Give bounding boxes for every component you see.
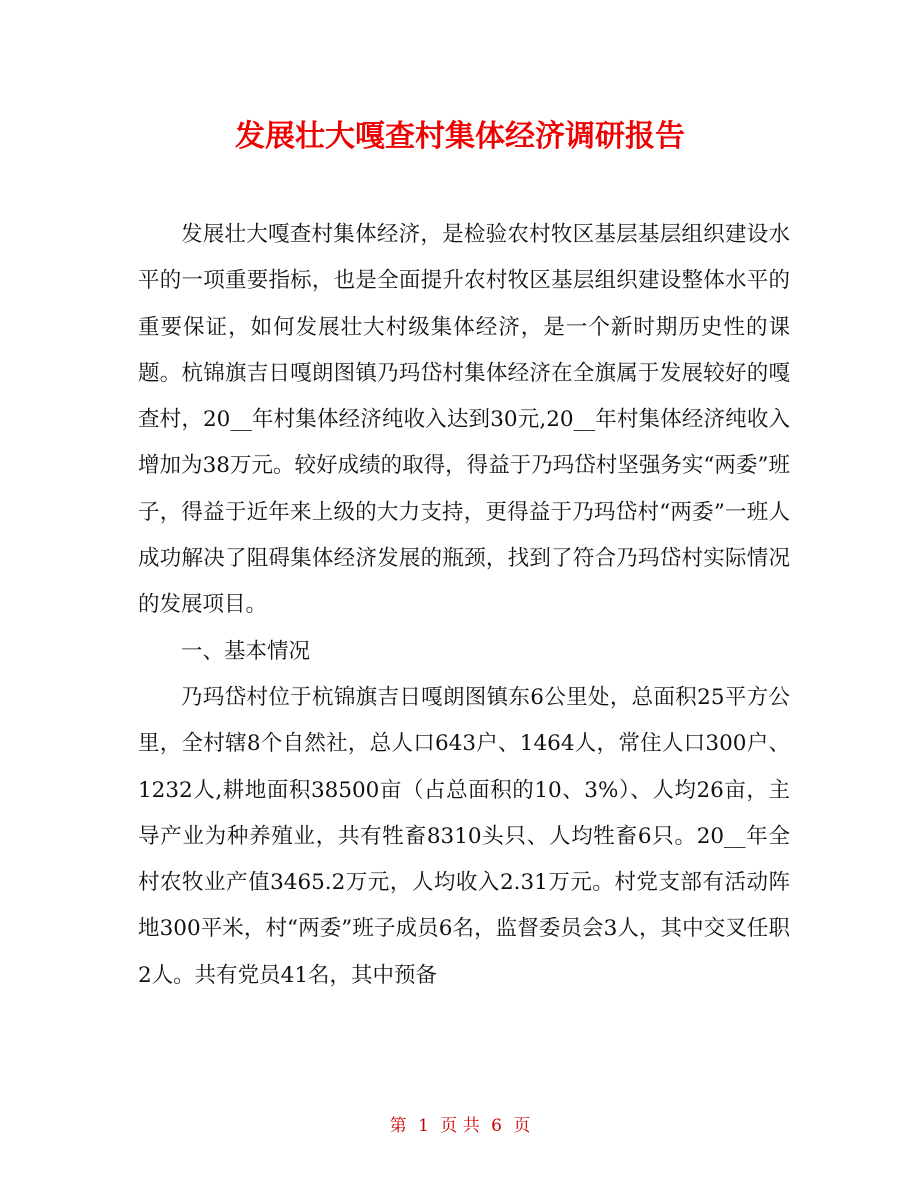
document-title: 发展壮大嘎查村集体经济调研报告	[235, 119, 685, 154]
footer-total-pages: 6	[491, 1116, 502, 1136]
footer-suffix: 页	[513, 1116, 531, 1136]
page-footer	[0, 1112, 920, 1140]
basic-info-paragraph: 乃玛岱村位于杭锦旗吉日嘎朗图镇东6公里处，总面积25平方公里，全村辖8个自然社，总人口643户、1464人，常住人口300户、1232人,耕地面积38500亩（占总面积的10、3%）、人均26亩，主导产业为种养殖业，共有牲畜8310头只、人均牲畜6只。20__年全村农牧业产值3465.2万元，人均收入2.31万元。村党支部有活动阵地300平米，村“两委”班子成员6名，监督委员会3人，其中交叉任职2人。共有党员41名，其中预备	[138, 684, 790, 988]
footer-mid: 页 共	[440, 1116, 480, 1136]
footer-prefix: 第	[389, 1116, 407, 1136]
section-heading-basic-info: 一、基本情况	[181, 638, 311, 664]
intro-paragraph: 发展壮大嘎查村集体经济，是检验农村牧区基层基层组织建设水平的一项重要指标，也是全面提升农村牧区基层组织建设整体水平的重要保证，如何发展壮大村级集体经济，是一个新时期历史性的课题。杭锦旗吉日嘎朗图镇乃玛岱村集体经济在全旗属于发展较好的嘎查村，20__年村集体经济纯收入达到30元,20__年村集体经济纯收入增加为38万元。较好成绩的取得，得益于乃玛岱村坚强务实“两委”班子，得益于近年来上级的大力支持，更得益于乃玛岱村“两委”一班人成功解决了阻碍集体经济发展的瓶颈，找到了符合乃玛岱村实际情况的发展项目。	[138, 222, 790, 618]
document-body	[138, 212, 790, 999]
footer-current-page: 1	[418, 1116, 429, 1136]
